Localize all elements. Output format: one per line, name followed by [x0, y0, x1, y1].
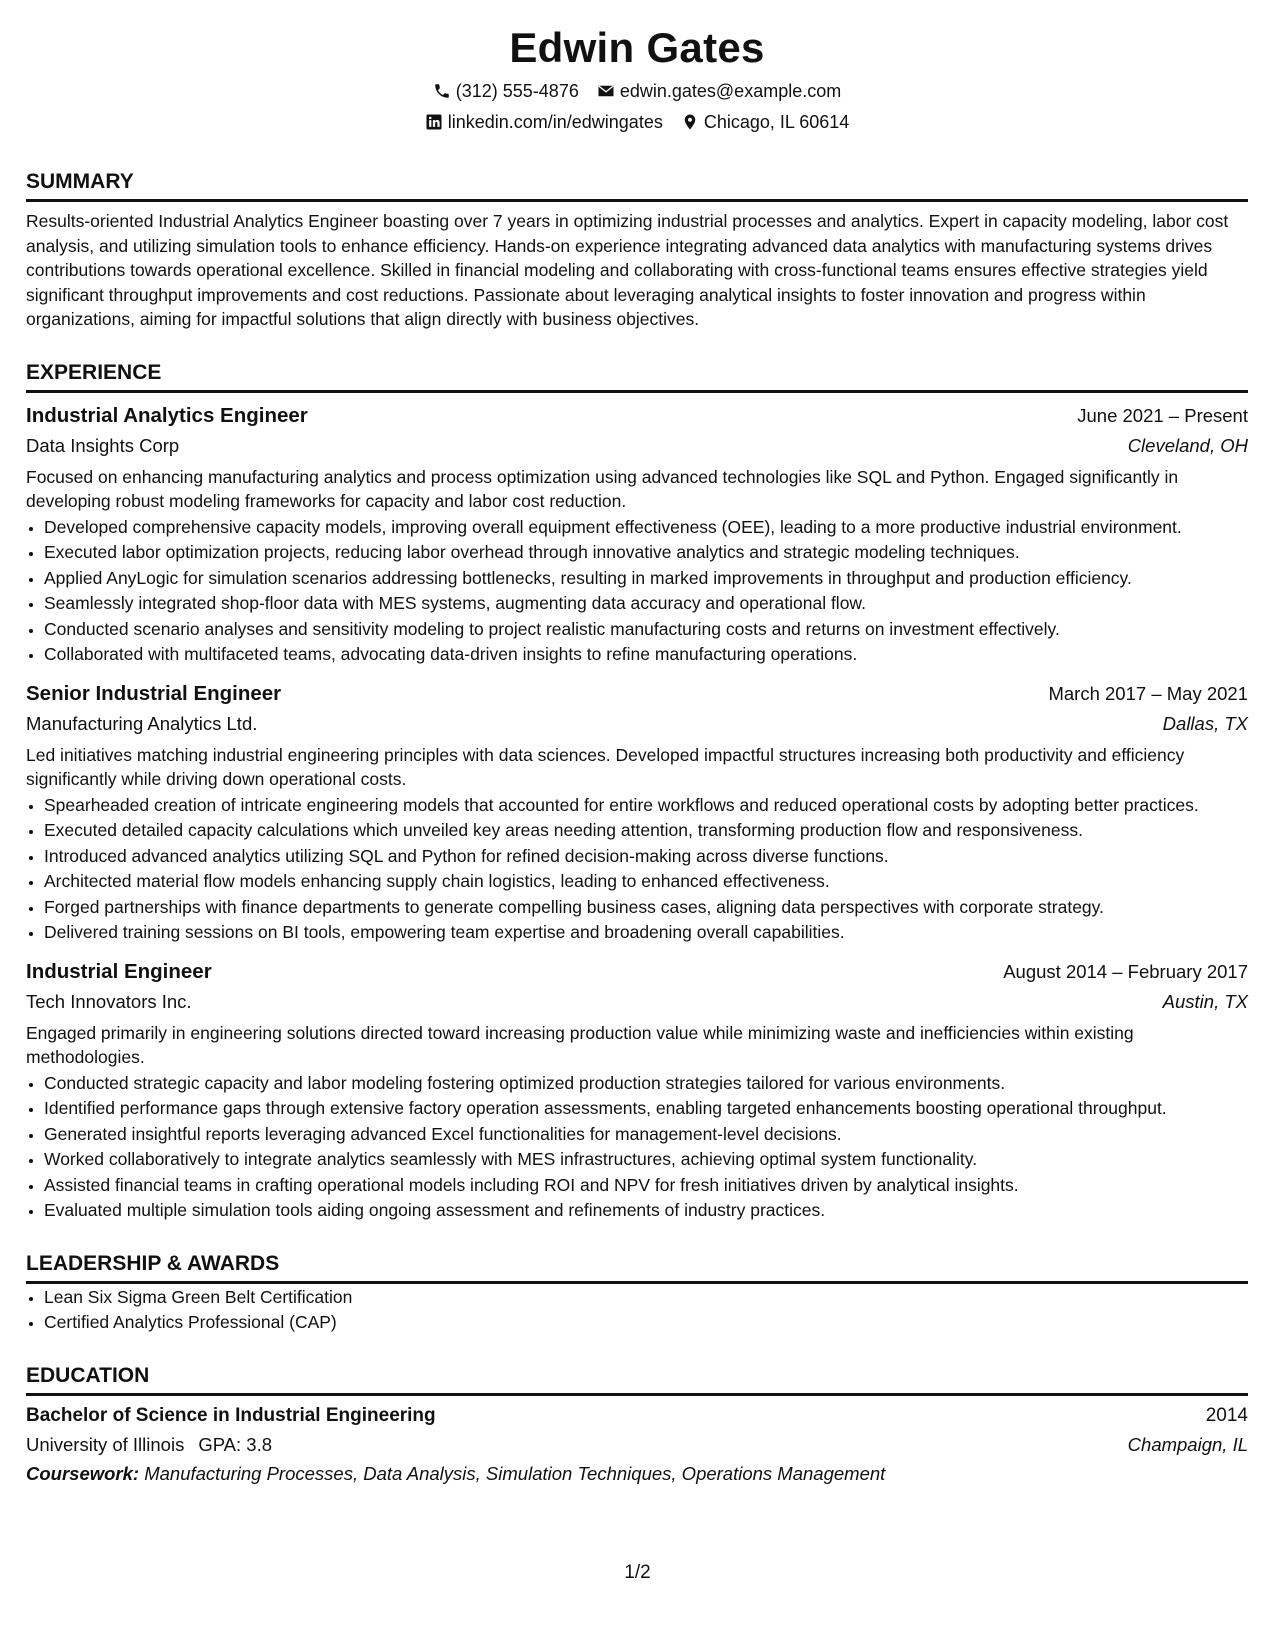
- job-description: Focused on enhancing manufacturing analytics and process optimization using advanced technologies like SQL and Python. Engaged significantly in developing robust modeling frameworks for capacity and labor cost reduction.: [26, 466, 1179, 511]
- education-subheader: [26, 1430, 1248, 1460]
- bullet-item: • Applied AnyLogic for simulation scenarios addressing bottlenecks, resulting in marked improvements in throughput and production efficiency.: [44, 567, 1248, 591]
- linkedin-contact[interactable]: [425, 111, 663, 133]
- job-location: Cleveland, OH: [1127, 434, 1248, 456]
- page-number: 1/2: [624, 1562, 651, 1583]
- school-line: [26, 1430, 272, 1460]
- envelope-icon: [597, 82, 615, 100]
- bullet-item: • Identified performance gaps through extensive factory operation assessments, enabling targeted enhancements boosting operational throughput.: [44, 1097, 1248, 1121]
- company-name: Tech Innovators Inc.: [26, 990, 192, 1012]
- job-location: Dallas, TX: [1162, 712, 1248, 734]
- bullet-item: • Forged partnerships with finance departments to generate compelling business cases, aligning data perspectives with corporate strategy.: [44, 896, 1248, 920]
- job-subheader: [26, 431, 1248, 461]
- coursework-list: Manufacturing Processes, Data Analysis, Simulation Techniques, Operations Management: [144, 1462, 886, 1484]
- job-title: Industrial Engineer: [26, 959, 212, 983]
- map-pin-icon: [681, 113, 699, 131]
- bullet-item: • Seamlessly integrated shop-floor data with MES systems, augmenting data accuracy and operational flow.: [44, 592, 1248, 616]
- job-description: Engaged primarily in engineering solutions directed toward increasing production value while minimizing waste and inefficiencies within existing methodologies.: [26, 1022, 1134, 1067]
- bullet-item: • Developed comprehensive capacity models, improving overall equipment effectiveness (OEE), leading to a more productive industrial environment.: [44, 516, 1248, 540]
- phone-text: (312) 555-4876: [455, 81, 579, 101]
- coursework-line: [26, 1460, 1248, 1488]
- job-description: Led initiatives matching industrial engineering principles with data sciences. Developed impactful structures increasing both productivity and efficiency significantly while driving down operational costs.: [26, 744, 1185, 789]
- job-dates: June 2021 – Present: [1077, 404, 1248, 426]
- job-entry: [26, 957, 1248, 1223]
- job-dates: March 2017 – May 2021: [1048, 682, 1248, 704]
- award-item: • Certified Analytics Professional (CAP): [44, 1311, 1248, 1335]
- education-heading: EDUCATION: [26, 1363, 1248, 1396]
- degree-title: Bachelor of Science in Industrial Engineering: [26, 1404, 436, 1426]
- bullet-item: • Generated insightful reports leveraging advanced Excel functionalities for management-level decisions.: [44, 1123, 1248, 1147]
- bullet-item: • Delivered training sessions on BI tools, empowering team expertise and broadening overall capabilities.: [44, 921, 1248, 945]
- job-header: [26, 401, 1248, 431]
- job-dates: August 2014 – February 2017: [1003, 960, 1248, 982]
- email-link[interactable]: edwin.gates@example.com: [619, 81, 842, 101]
- bullet-item: • Executed detailed capacity calculations which unveiled key areas needing attention, transforming production flow and responsiveness.: [44, 819, 1248, 843]
- job-title: Industrial Analytics Engineer: [26, 403, 308, 427]
- education-entry: [26, 1402, 1248, 1488]
- bullet-item: • Spearheaded creation of intricate engineering models that accounted for entire workflows and reduced operational costs by adopting better practices.: [44, 794, 1248, 818]
- contact-row-1: [26, 80, 1248, 102]
- bullet-item: • Collaborated with multifaceted teams, advocating data-driven insights to refine manufacturing operations.: [44, 643, 1248, 667]
- gpa: GPA: 3.8: [198, 1433, 273, 1455]
- experience-heading: EXPERIENCE: [26, 360, 1248, 393]
- linkedin-link[interactable]: linkedin.com/in/edwingates: [447, 112, 663, 132]
- bullet-item: • Worked collaboratively to integrate analytics seamlessly with MES infrastructures, achieving optimal system functionality.: [44, 1148, 1248, 1172]
- bullet-item: • Evaluated multiple simulation tools aiding ongoing assessment and refinements of industry practices.: [44, 1199, 1248, 1223]
- job-bullets: [26, 794, 1248, 945]
- award-item: • Lean Six Sigma Green Belt Certification: [44, 1286, 1248, 1310]
- location-text: Chicago, IL 60614: [703, 112, 850, 132]
- summary-heading: SUMMARY: [26, 169, 1248, 202]
- job-title: Senior Industrial Engineer: [26, 681, 282, 705]
- job-entry: [26, 401, 1248, 667]
- job-entry: [26, 679, 1248, 945]
- company-name: Data Insights Corp: [26, 434, 180, 456]
- job-header: [26, 679, 1248, 709]
- bullet-item: • Executed labor optimization projects, reducing labor overhead through innovative analytics and strategic modeling techniques.: [44, 541, 1248, 565]
- bullet-item: • Assisted financial teams in crafting operational models including ROI and NPV for fresh initiatives driven by analytical insights.: [44, 1174, 1248, 1198]
- company-name: Manufacturing Analytics Ltd.: [26, 712, 258, 734]
- location-contact: [681, 111, 849, 133]
- awards-list: [26, 1286, 1248, 1335]
- bullet-item: • Conducted scenario analyses and sensitivity modeling to project realistic manufacturing costs and returns on investment effectively.: [44, 618, 1248, 642]
- summary-text: Results-oriented Industrial Analytics Engineer boasting over 7 years in optimizing industrial processes and analytics. Expert in capacity modeling, labor cost analysis, and utilizing simulation tools to enhance efficiency. Hands-on experience integrating advanced data analytics with manufacturing systems drives contributions towards operational excellence. Skilled in financial modeling and collaborating with cross-functional teams ensures effective strategies yield significant throughput improvements and cost reductions. Passionate about leveraging analytical insights to foster innovation and progress within organizations, aiming for impactful solutions that align directly with business objectives.: [26, 211, 1229, 329]
- job-subheader: [26, 987, 1248, 1017]
- job-header: [26, 957, 1248, 987]
- phone-icon: [433, 82, 451, 100]
- resume-page: [26, 0, 1248, 1488]
- school-name: University of Illinois: [26, 1433, 185, 1455]
- coursework-label: Coursework:: [26, 1462, 140, 1484]
- bullet-item: • Conducted strategic capacity and labor modeling fostering optimized production strategies tailored for various environments.: [44, 1072, 1248, 1096]
- bullet-item: • Introduced advanced analytics utilizing SQL and Python for refined decision-making across diverse functions.: [44, 845, 1248, 869]
- phone-contact: [433, 80, 579, 102]
- linkedin-icon: [425, 113, 443, 131]
- contact-row-2: [26, 111, 1248, 133]
- awards-heading: LEADERSHIP & AWARDS: [26, 1251, 1248, 1284]
- education-header: [26, 1402, 1248, 1430]
- job-bullets: [26, 1072, 1248, 1223]
- school-location: Champaign, IL: [1127, 1433, 1248, 1455]
- bullet-item: • Architected material flow models enhancing supply chain logistics, leading to enhanced effectiveness.: [44, 870, 1248, 894]
- graduation-year: 2014: [1205, 1404, 1248, 1426]
- email-contact[interactable]: [597, 80, 841, 102]
- candidate-name: Edwin Gates: [509, 24, 765, 71]
- job-bullets: [26, 516, 1248, 667]
- job-subheader: [26, 709, 1248, 739]
- job-location: Austin, TX: [1162, 990, 1248, 1012]
